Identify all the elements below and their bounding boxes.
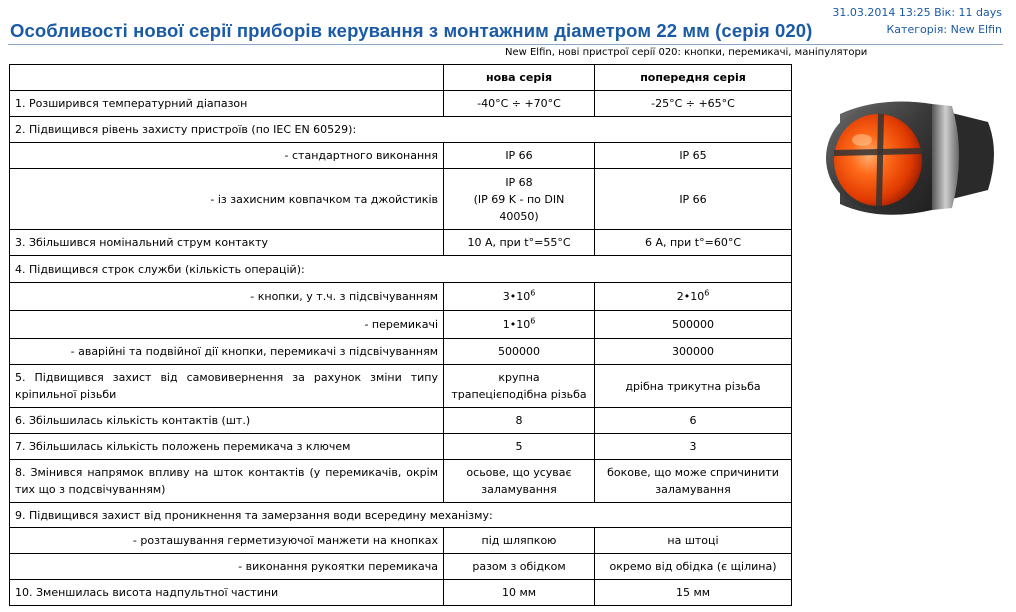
col-header-prev: попередня серія (595, 65, 792, 91)
row-label: 2. Підвищився рівень захисту пристроїв (по IEC EN 60529): (10, 117, 792, 143)
table-row (10, 230, 792, 256)
new-value: IP 66 (444, 143, 595, 169)
prev-value: на штоці (595, 528, 792, 554)
table-row (10, 169, 792, 230)
table-row (10, 365, 792, 408)
row-label: 1. Розширився температурний діапазон (10, 91, 444, 117)
prev-value: $2•10^6$ (595, 283, 792, 311)
article-meta (832, 4, 1002, 38)
prev-value: 6 (595, 408, 792, 434)
page-title: Особливості нової серії приборів керування з монтажним діаметром 22 мм (серія 020) (10, 20, 813, 41)
new-value: -40°C ÷ +70°C (444, 91, 595, 117)
table-row (10, 580, 792, 606)
table-section-row (10, 256, 792, 283)
table-row (10, 554, 792, 580)
new-value: 8 (444, 408, 595, 434)
category-link[interactable]: Категорія: New Elfin (886, 23, 1002, 36)
prev-value: 500000 (595, 311, 792, 339)
table-row (10, 91, 792, 117)
row-label: - аварійні та подвійної дії кнопки, перемикачі з підсвічуванням (10, 339, 444, 365)
table-row (10, 408, 792, 434)
row-label: 10. Зменшилась висота надпультної частини (10, 580, 444, 606)
row-label: 3. Збільшився номінальний струм контакту (10, 230, 444, 256)
table-row (10, 339, 792, 365)
comparison-table (9, 64, 792, 606)
table-section-row (10, 117, 792, 143)
col-header-new: нова серія (444, 65, 595, 91)
prev-value: IP 66 (595, 169, 792, 230)
row-label: - виконання рукоятки перемикача (10, 554, 444, 580)
prev-value: 300000 (595, 339, 792, 365)
row-label: - перемикачі (10, 311, 444, 339)
table-row (10, 434, 792, 460)
new-value: осьове, що усуває заламування (444, 460, 595, 503)
prev-value: бокове, що може спричинити заламування (595, 460, 792, 503)
table-row (10, 528, 792, 554)
prev-value: 6 A, при t°=60°C (595, 230, 792, 256)
article-tags: New Elfin, нові пристрої серії 020: кнопки, перемикачі, маніпулятори (505, 47, 868, 58)
row-label: 5. Підвищився захист від самовивернення за рахунок зміни типу кріпильної різьби (10, 365, 444, 408)
new-value: разом з обідком (444, 554, 595, 580)
new-value: 500000 (444, 339, 595, 365)
prev-value: 3 (595, 434, 792, 460)
prev-value: -25°C ÷ +65°C (595, 91, 792, 117)
table-header-row (10, 65, 792, 91)
prev-value: IP 65 (595, 143, 792, 169)
row-label: - із захисним ковпачком та джойстиків (10, 169, 444, 230)
prev-value: окремо від обідка (є щілина) (595, 554, 792, 580)
push-button-photo (820, 92, 1002, 230)
table-section-row (10, 503, 792, 528)
title-divider (8, 44, 1003, 45)
prev-value: 15 мм (595, 580, 792, 606)
row-label: 9. Підвищився захист від проникнення та замерзання води всередину механізму: (10, 503, 792, 528)
new-value: $3•10^6$ (444, 283, 595, 311)
date-views: 31.03.2014 13:25 Вік: 11 days (832, 6, 1002, 19)
prev-value: дрібна трикутна різьба (595, 365, 792, 408)
row-label: 8. Змінився напрямок впливу на шток контактів (у перемикачів, окрім тих що з подсвічуванням) (10, 460, 444, 503)
row-label: - кнопки, у т.ч. з підсвічуванням (10, 283, 444, 311)
row-label: - стандартного виконання (10, 143, 444, 169)
new-value: 10 A, при t°=55°C (444, 230, 595, 256)
table-row (10, 143, 792, 169)
row-label: 6. Збільшилась кількість контактів (шт.) (10, 408, 444, 434)
row-label: 4. Підвищився строк служби (кількість операцій): (10, 256, 792, 283)
new-value: під шляпкою (444, 528, 595, 554)
new-value: IP 68 (IP 69 K - по DIN 40050) (444, 169, 595, 230)
row-label: - розташування герметизуючої манжети на кнопках (10, 528, 444, 554)
new-value: 5 (444, 434, 595, 460)
table-row (10, 311, 792, 339)
new-value: 10 мм (444, 580, 595, 606)
table-row (10, 460, 792, 503)
table-row (10, 283, 792, 311)
row-label: 7. Збільшилась кількість положень перемикача з ключем (10, 434, 444, 460)
new-value: крупна трапецієподібна різьба (444, 365, 595, 408)
new-value: $1•10^6$ (444, 311, 595, 339)
